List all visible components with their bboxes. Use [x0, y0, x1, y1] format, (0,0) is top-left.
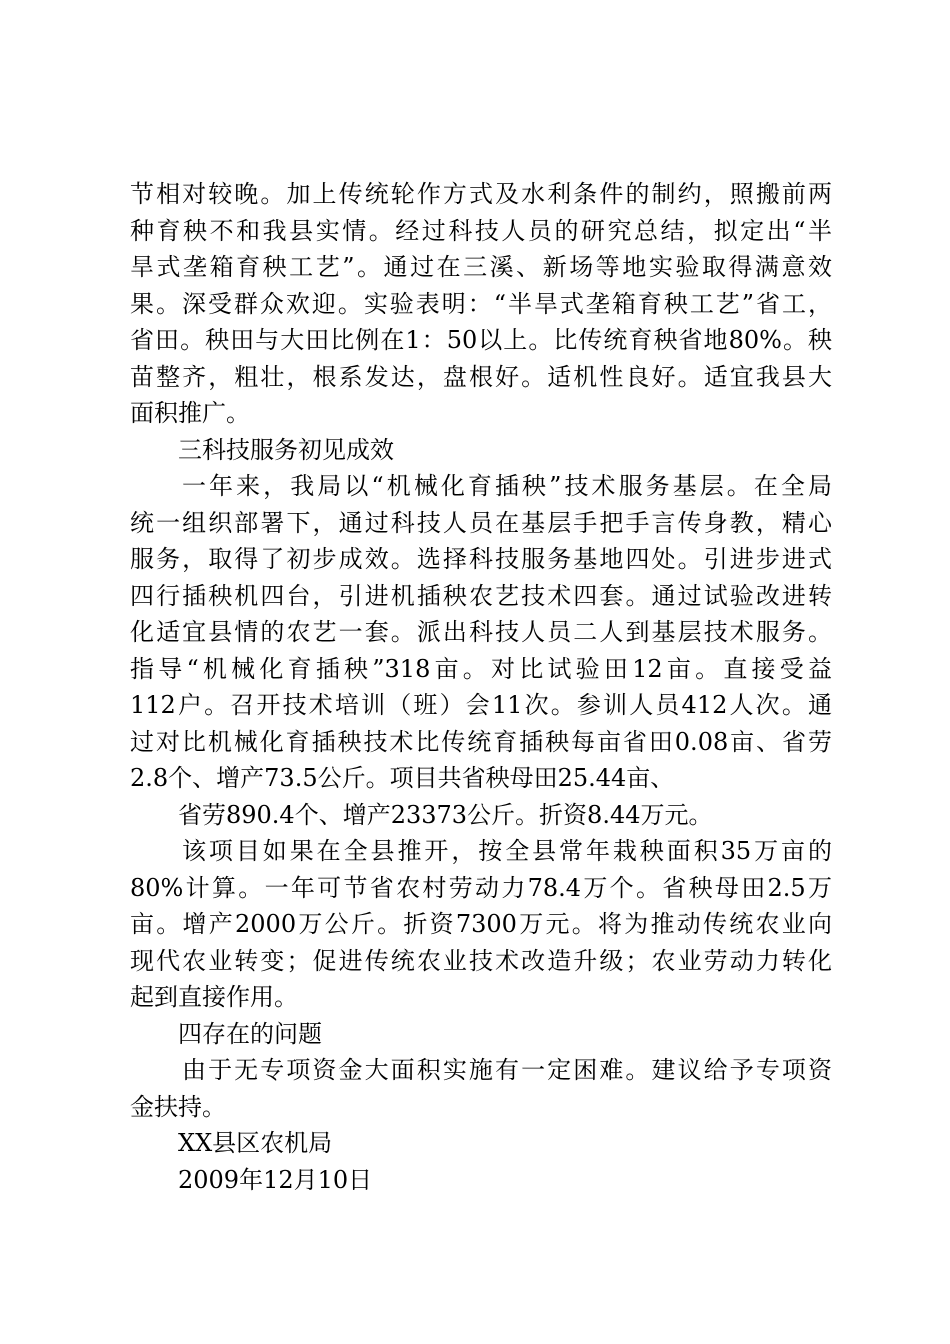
paragraph-line: 四行插秧机四台，引进机插秧农艺技术四套。通过试验改进转: [130, 581, 832, 610]
paragraph-line: 服务，取得了初步成效。选择科技服务基地四处。引进步进式: [130, 545, 832, 573]
paragraph-line: 2.8个、增产73.5公斤。项目共省秧母田25.44亩、: [130, 764, 675, 792]
paragraph-line: 苗整齐，粗壮，根系发达，盘根好。适机性良好。适宜我县大: [130, 362, 832, 391]
paragraph-line: 果。深受群众欢迎。实验表明：“半旱式垄箱育秧工艺”省工，: [130, 289, 832, 318]
paragraph-line: 省田。秧田与大田比例在1：50以上。比传统育秧省地80%。秧: [130, 326, 832, 354]
section-heading: 四存在的问题: [178, 1019, 322, 1048]
paragraph-line: 节相对较晚。加上传统轮作方式及水利条件的制约，照搬前两: [130, 180, 832, 208]
paragraph-line: 过对比机械化育插秧技术比传统育插秧每亩省田0.08亩、省劳: [130, 727, 832, 756]
paragraph-line: 金扶持。: [130, 1092, 226, 1121]
paragraph-line: 一年来，我局以“机械化育插秧”技术服务基层。在全局: [182, 472, 832, 500]
paragraph-line: 统一组织部署下，通过科技人员在基层手把手言传身教，精心: [130, 508, 832, 537]
document-body: [130, 176, 832, 1198]
paragraph-line: 现代农业转变；促进传统农业技术改造升级；农业劳动力转化: [130, 946, 832, 975]
paragraph-line: 面积推广。: [130, 399, 250, 427]
signature-org: XX县区农机局: [178, 1129, 333, 1157]
paragraph-line: 化适宜县情的农艺一套。派出科技人员二人到基层技术服务。: [130, 618, 832, 646]
paragraph-line: 种育秧不和我县实情。经过科技人员的研究总结，拟定出“半: [130, 216, 832, 245]
section-heading: 三科技服务初见成效: [178, 435, 394, 464]
signature-date: 2009年12月10日: [178, 1165, 373, 1194]
paragraph-line: 省劳890.4个、增产23373公斤。折资8.44万元。: [178, 800, 713, 829]
paragraph-line: 指导“机械化育插秧”318亩。对比试验田12亩。直接受益: [130, 654, 832, 683]
paragraph-line: 该项目如果在全县推开，按全县常年栽秧面积35万亩的: [182, 837, 832, 865]
paragraph-line: 亩。增产2000万公斤。折资7300万元。将为推动传统农业向: [130, 910, 832, 938]
paragraph-line: 由于无专项资金大面积实施有一定困难。建议给予专项资: [182, 1056, 832, 1084]
paragraph-line: 112户。召开技术培训（班）会11次。参训人员412人次。通: [130, 691, 832, 719]
paragraph-line: 起到直接作用。: [130, 983, 298, 1011]
paragraph-line: 旱式垄箱育秧工艺”。通过在三溪、新场等地实验取得满意效: [130, 253, 832, 281]
paragraph-line: 80%计算。一年可节省农村劳动力78.4万个。省秧母田2.5万: [130, 873, 832, 902]
